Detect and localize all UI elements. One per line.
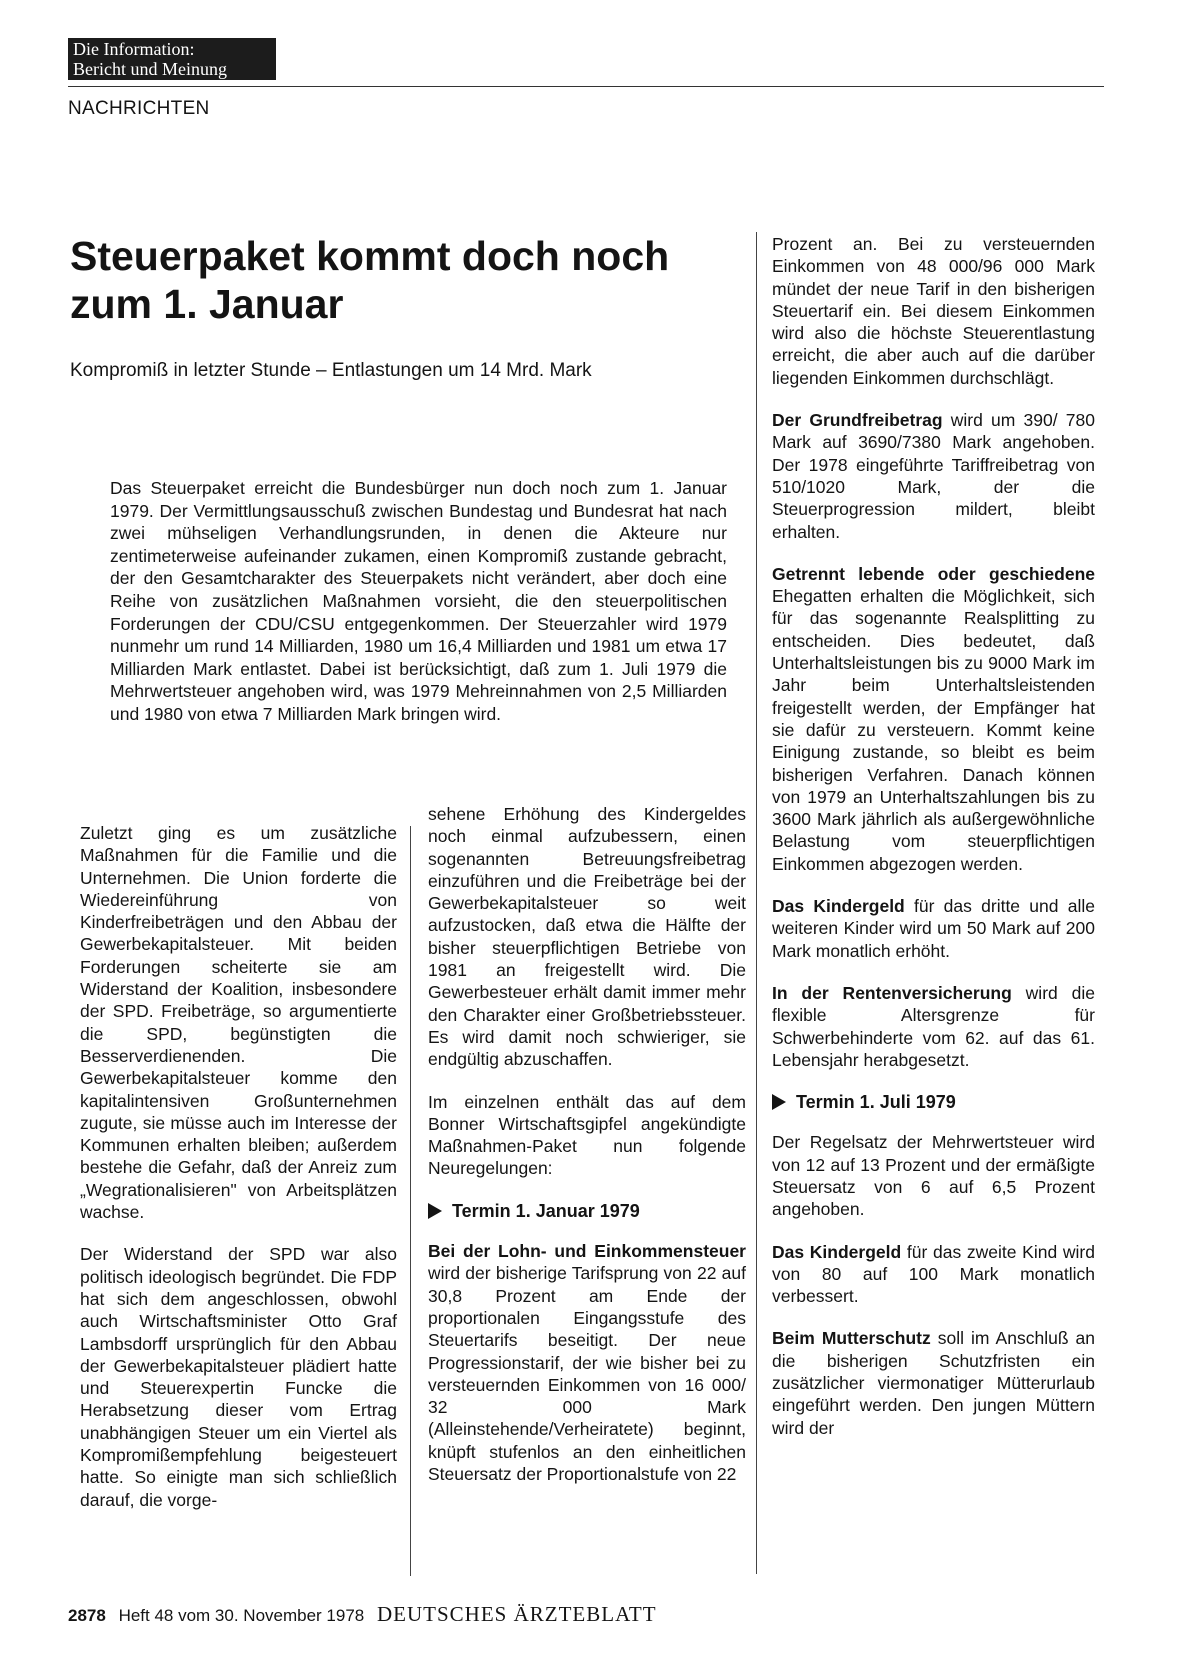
paragraph-text: wird die flexible Altersgrenze für Schwerbehinderte vom 62. auf das 61. Lebensjahr herabgesetzt. (772, 982, 1095, 1070)
paragraph-lead-bold: Der Grundfreibetrag (772, 410, 943, 431)
paragraph: Der Regelsatz der Mehrwertsteuer wird von 12 auf 13 Prozent und der ermäßigte Steuersatz von 6 auf 6,5 Prozent angehoben. (772, 1132, 1095, 1220)
article-subtitle: Kompromiß in letzter Stunde – Entlastungen um 14 Mrd. Mark (70, 360, 592, 381)
column-divider-right (756, 232, 757, 1574)
paragraph-lead-bold: Das Kindergeld (772, 896, 905, 917)
paragraph (772, 409, 1095, 543)
paragraph-lead-bold: In der Rentenversicherung (772, 982, 1012, 1003)
article-lead: Das Steuerpaket erreicht die Bundesbürger nun doch noch zum 1. Januar 1979. Der Vermittlungsausschuß zwischen Bundestag und Bundesrat hat nach zwei mühseligen Verhandlungsrunden, in denen die Akteure nur zentimeterweise aufeinander zukamen, einen Kompromiß zustande gebracht, der den Gesamtcharakter des Steuerpakets nicht verändert, aber doch eine Reihe von zusätzlichen Maßnahmen vorsieht, die den steuerpolitischen Forderungen der CDU/CSU entgegenkommen. Der Steuerzahler wird 1979 nunmehr um rund 14 Milliarden, 1980 um 16,4 Milliarden und 1981 um etwa 17 Milliarden Mark entlastet. Dabei ist berücksichtigt, daß zum 1. Juli 1979 die Mehrwertsteuer angehoben wird, was 1979 Mehreinnahmen von 2,5 Milliarden und 1980 von etwa 7 Milliarden Mark bringen wird. (110, 478, 727, 724)
paragraph-text: Ehegatten erhalten die Möglichkeit, sich für das sogenannte Realsplitting zu entscheiden. Dies bedeutet, daß Unterhaltsleistungen bis zu 9000 Mark im Jahr beim Unterhaltsleistenden freigestellt werden, der Empfänger hat sie dafür zu versteuern. Kommt keine Einigung zustande, so bleibt es beim bisherigen Verfahren. Danach können von 1979 an Unterhaltszahlungen bis zu 3600 Mark jährlich als außergewöhnliche Belastung vom steuerpflichtigen Einkommen abgezogen werden. (772, 586, 1095, 874)
magazine-name: DEUTSCHES ÄRZTEBLATT (376, 1602, 657, 1626)
paragraph-text: für das dritte und alle weiteren Kinder wird um 50 Mark auf 200 Mark monatlich erhöht. (772, 896, 1095, 961)
paragraph: sehene Erhöhung des Kindergeldes noch einmal aufzubessern, einen sogenannten Betreuungsfreibetrag einzuführen und die Freibeträge bei der Gewerbekapitalsteuer so weit aufzustocken, daß etwa die Hälfte der bisher steuerpflichtigen Betriebe von 1981 an freigestellt wird. Die Gewerbesteuer erhält damit immer mehr den Charakter einer Großbetriebssteuer. Es wird damit noch schwieriger, sie endgültig abzuschaffen. (428, 804, 746, 1070)
article-headline: Steuerpaket kommt doch noch zum 1. Januar (70, 233, 670, 327)
page-footer (68, 1602, 657, 1627)
paragraph: Im einzelnen enthält das auf dem Bonner Wirtschaftsgipfel angekündigte Maßnahmen-Paket nun folgende Neuregelungen: (428, 1091, 746, 1179)
triangle-bullet-icon (772, 1094, 786, 1110)
subheading-termin-januar (428, 1200, 746, 1222)
issue-info: Heft 48 vom 30. November 1978 (118, 1606, 365, 1625)
paragraph-text: soll im Anschluß an die bisherigen Schutzfristen ein zusätzlicher viermonatiger Mütterurlaub eingeführt werden. Den jungen Müttern wird der (772, 1328, 1096, 1438)
paragraph: Der Widerstand der SPD war also politisch ideologisch begründet. Die FDP hat sich dem angeschlossen, obwohl auch Wirtschaftsminister Otto Graf Lambsdorff ursprünglich für den Abbau der Gewerbekapitalsteuer plädiert hatte und Steuerexpertin Funcke die Herabsetzung dieser vom Ertrag unabhängigen Steuer um ein Viertel als Kompromißempfehlung beigesteuert hatte. So einigte man sich schließlich darauf, die vorge- (80, 1244, 397, 1510)
paragraph-lead-bold: Bei der Lohn- und Einkommensteuer (428, 1241, 746, 1262)
paragraph-lead-bold: Beim Mutterschutz (772, 1328, 931, 1349)
section-label: NACHRICHTEN (68, 98, 210, 119)
paragraph-lead-bold: Getrennt lebende oder geschiedene (772, 563, 1095, 584)
paragraph (772, 895, 1095, 962)
paragraph (772, 1241, 1095, 1308)
column-divider-middle (410, 826, 411, 1576)
paragraph (772, 563, 1095, 875)
subheading-text: Termin 1. Januar 1979 (452, 1200, 640, 1221)
column-middle (428, 803, 746, 1485)
subheading-text: Termin 1. Juli 1979 (796, 1092, 956, 1113)
paragraph-text: wird der bisherige Tarifsprung von 22 auf 30,8 Prozent am Ende der proportionalen Eingangsstufe des Steuertarifs beseitigt. Der neue Progressionstarif, der wie bisher bei zu versteuernden Einkommen von 16 000/ 32 000 Mark (Alleinstehende/Verheiratete) beginnt, knüpft stufenlos an den einheitlichen Steuersatz der Proportionalstufe von 22 (428, 1263, 746, 1485)
paragraph-lead-bold: Das Kindergeld (772, 1241, 902, 1262)
section-brand-box (68, 38, 276, 80)
paragraph: Prozent an. Bei zu versteuernden Einkommen von 48 000/96 000 Mark mündet der neue Tarif in den bisherigen Steuertarif ein. Bei diesem Einkommen wird also die höchste Steuerentlastung erreicht, die aber auch auf die darüber liegenden Einkommen durchschlägt. (772, 234, 1095, 388)
triangle-bullet-icon (428, 1203, 442, 1219)
top-divider (68, 86, 1104, 87)
subheading-termin-juli (772, 1091, 1095, 1113)
paragraph (772, 1327, 1095, 1438)
paragraph (428, 1240, 746, 1485)
paragraph-text: für das zweite Kind wird von 80 auf 100 Mark monatlich verbessert. (772, 1241, 1095, 1307)
column-right (772, 233, 1095, 1439)
brand-line-1: Die Information: (73, 39, 195, 59)
paragraph-text: wird um 390/ 780 Mark auf 3690/7380 Mark angehoben. Der 1978 eingeführte Tariffreibetrag von 510/1020 Mark, der die Steuerprogression mildert, bleibt erhalten. (772, 410, 1095, 542)
column-left (80, 822, 397, 1511)
paragraph: Zuletzt ging es um zusätzliche Maßnahmen für die Familie und die Unternehmen. Die Union forderte die Wiedereinführung von Kinderfreibeträgen und den Abbau der Gewerbekapitalsteuer. Mit beiden Forderungen scheiterte sie am Widerstand der Koalition, insbesondere der SPD. Freibeträge, so argumentierte die SPD, begünstigten die Besserverdienenden. Die Gewerbekapitalsteuer komme den kapitalintensiven Großunternehmen zugute, sie müsse auch im Interesse der Kommunen erhalten bleiben; außerdem bestehe die Gefahr, daß der Anreiz zum „Wegrationalisieren" von Arbeitsplätzen wachse. (80, 823, 397, 1223)
page-number: 2878 (68, 1606, 106, 1625)
brand-line-2: Bericht und Meinung (73, 59, 227, 79)
paragraph (772, 982, 1095, 1071)
